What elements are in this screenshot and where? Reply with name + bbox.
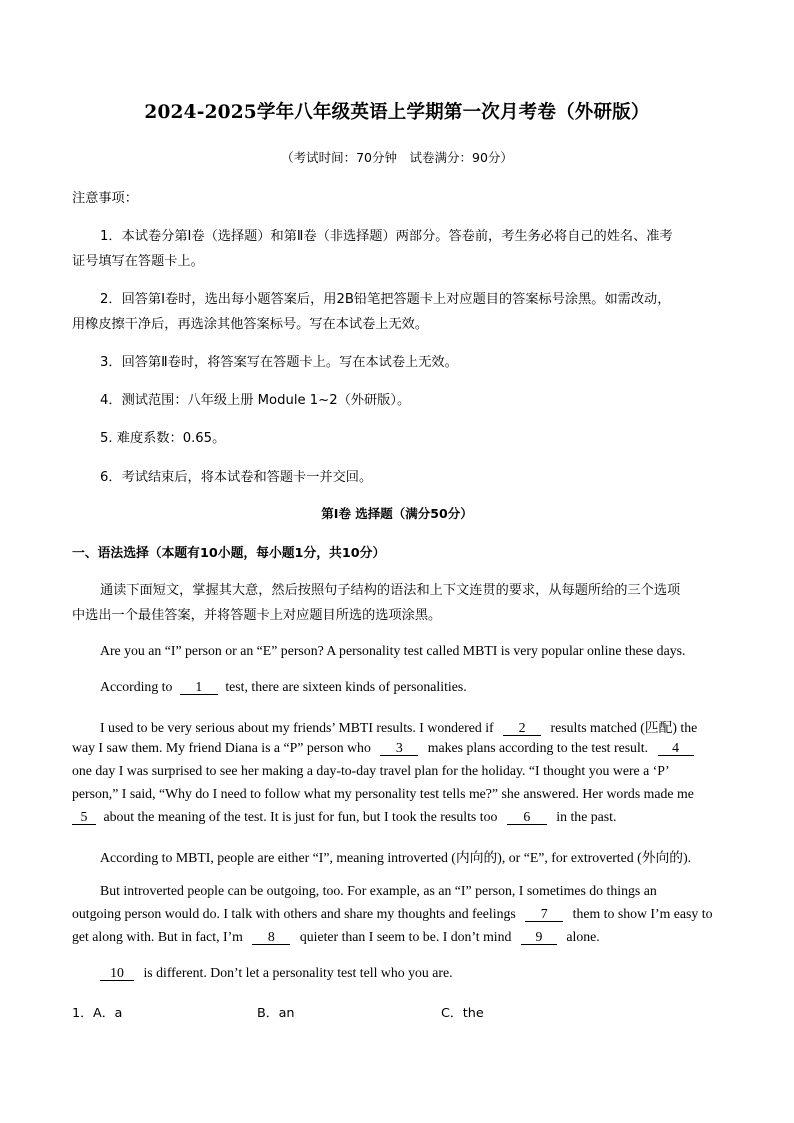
passage-paragraph-3-line-5 bbox=[72, 809, 616, 825]
option-1-b: B．an bbox=[257, 1006, 295, 1021]
option-1-a: A．a bbox=[92, 1006, 123, 1021]
blank-2: 2 bbox=[503, 721, 541, 736]
passage-text: is different. Don’t let a personality test tell who you are. bbox=[143, 965, 453, 980]
notice-item-3: 3．回答第Ⅱ卷时，将答案写在答题卡上。写在本试卷上无效。 bbox=[100, 355, 458, 370]
passage-text: get along with. But in fact, I’m bbox=[72, 929, 243, 944]
passage-paragraph-5-line-2 bbox=[72, 906, 713, 922]
passage-paragraph-3-line-1 bbox=[100, 716, 697, 736]
section-1-title: 第Ⅰ卷 选择题（满分50分） bbox=[321, 506, 473, 521]
question-1 bbox=[72, 1002, 122, 1021]
passage-text: According to bbox=[100, 679, 173, 694]
blank-7: 7 bbox=[525, 907, 563, 922]
notice-item-1-line-1: 1．本试卷分第Ⅰ卷（选择题）和第Ⅱ卷（非选择题）两部分。答卷前，考生务必将自己的姓名、准考 bbox=[100, 229, 673, 244]
passage-text: test, there are sixteen kinds of personalities. bbox=[225, 679, 467, 694]
blank-5: 5 bbox=[72, 810, 96, 825]
passage-text: way I saw them. My friend Diana is a “P” person who bbox=[72, 740, 371, 755]
blank-6: 6 bbox=[507, 810, 547, 825]
notice-item-5: 5. 难度系数：0.65。 bbox=[100, 431, 226, 446]
blank-10: 10 bbox=[100, 966, 134, 981]
blank-4: 4 bbox=[658, 741, 694, 756]
passage-paragraph-5-line-1: But introverted people can be outgoing, too. For example, as an “I” person, I sometimes do things an bbox=[100, 883, 657, 898]
passage-text: results matched (匹配) the bbox=[550, 720, 698, 735]
part-1-heading: 一、语法选择（本题有10小题，每小题1分，共10分） bbox=[72, 546, 386, 561]
passage-text: about the meaning of the test. It is just for fun, but I took the results too bbox=[103, 809, 498, 824]
passage-paragraph-1: Are you an “I” person or an “E” person? A personality test called MBTI is very popular online these days. bbox=[100, 643, 686, 658]
instructions-line-1: 通读下面短文，掌握其大意，然后按照句子结构的语法和上下文连贯的要求，从每题所给的三个选项 bbox=[100, 583, 681, 598]
passage-paragraph-3-line-2 bbox=[72, 740, 694, 756]
passage-text: them to show I’m easy to bbox=[572, 906, 713, 921]
exam-subtitle: （考试时间：70分钟 试卷满分：90分） bbox=[281, 150, 513, 165]
passage-text: in the past. bbox=[556, 809, 617, 824]
blank-9: 9 bbox=[521, 930, 557, 945]
passage-text: I used to be very serious about my friends’ MBTI results. I wondered if bbox=[100, 720, 494, 735]
passage-paragraph-5-line-3 bbox=[72, 929, 600, 945]
passage-text: outgoing person would do. I talk with others and share my thoughts and feelings bbox=[72, 906, 516, 921]
question-1-number: 1． bbox=[72, 1006, 93, 1021]
passage-text: makes plans according to the test result. bbox=[427, 740, 649, 755]
notice-item-4: 4．测试范围：八年级上册 Module 1~2（外研版）。 bbox=[100, 393, 411, 408]
instructions-line-2: 中选出一个最佳答案，并将答题卡上对应题目所选的选项涂黑。 bbox=[72, 608, 442, 623]
notice-item-6: 6．考试结束后，将本试卷和答题卡一并交回。 bbox=[100, 470, 373, 485]
blank-8: 8 bbox=[252, 930, 290, 945]
notice-item-2-line-2: 用橡皮擦干净后，再选涂其他答案标号。写在本试卷上无效。 bbox=[72, 317, 429, 332]
option-1-c: C．the bbox=[441, 1006, 484, 1021]
blank-3: 3 bbox=[380, 741, 418, 756]
passage-paragraph-4: According to MBTI, people are either “I”, meaning introverted (内向的), or “E”, for extroverted (外向的). bbox=[100, 850, 692, 865]
passage-paragraph-3-line-3: one day I was surprised to see her making a day-to-day travel plan for the holiday. “I thought you were a ‘P’ bbox=[72, 763, 670, 778]
passage-text: quieter than I seem to be. I don’t mind bbox=[299, 929, 512, 944]
passage-paragraph-3-line-4: person,” I said, “Why do I need to follow what my personality test tells me?” she answered. Her words made me bbox=[72, 786, 694, 801]
passage-paragraph-2 bbox=[100, 679, 467, 695]
passage-paragraph-6 bbox=[100, 965, 453, 981]
notice-item-2-line-1: 2．回答第Ⅰ卷时，选出每小题答案后，用2B铅笔把答题卡上对应题目的答案标号涂黑。如需改动， bbox=[100, 292, 671, 307]
notice-heading: 注意事项： bbox=[72, 191, 138, 206]
passage-text: alone. bbox=[566, 929, 600, 944]
notice-item-1-line-2: 证号填写在答题卡上。 bbox=[72, 254, 204, 269]
exam-title: 2024-2025学年八年级英语上学期第一次月考卷（外研版） bbox=[144, 102, 650, 123]
blank-1: 1 bbox=[180, 680, 218, 695]
